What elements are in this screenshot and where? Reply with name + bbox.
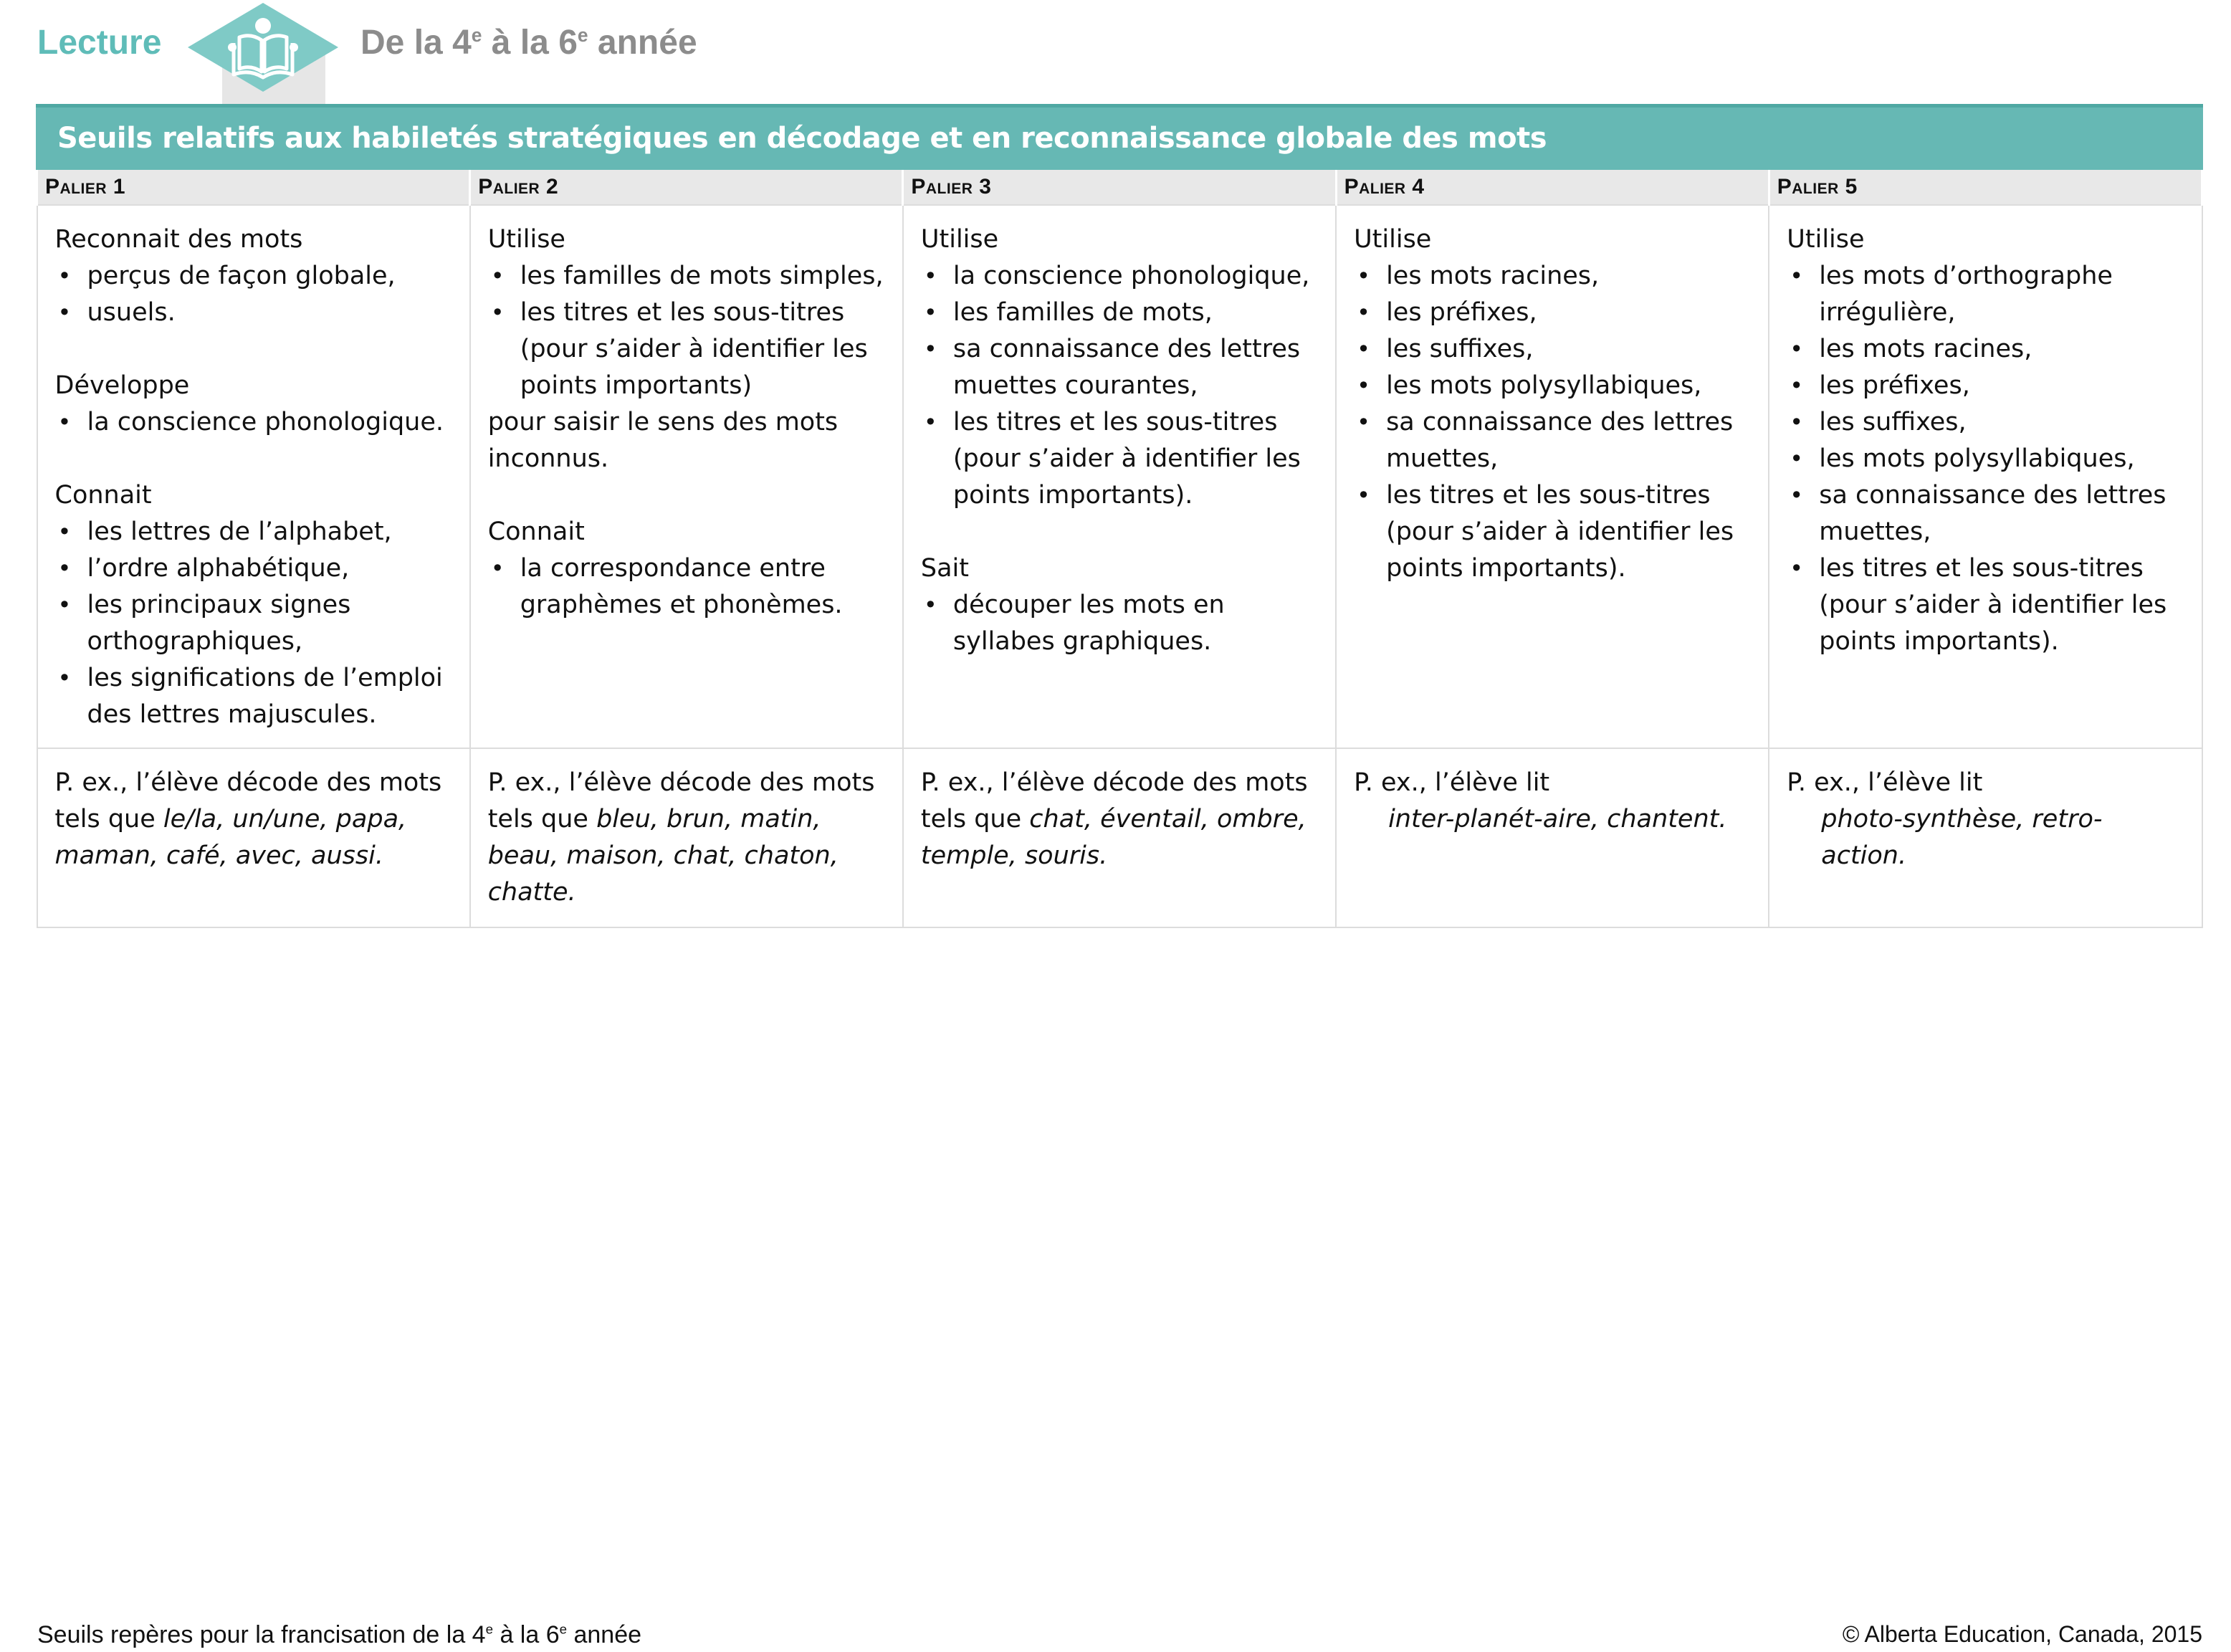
example-words: chat, éventail, ombre, temple, souris. bbox=[920, 805, 1306, 870]
footer-superscript-1: e bbox=[485, 1621, 493, 1637]
example-cell bbox=[1769, 748, 2202, 927]
skill-list-item: • les lettres de l’alphabet, bbox=[55, 514, 455, 550]
skill-list-item: • les familles de mots simples, bbox=[488, 258, 888, 295]
footer-text-prefix: Seuils repères pour la francisation de la 4 bbox=[37, 1621, 486, 1648]
skill-list-item: • les significations de l’emploi des lettres majuscules. bbox=[55, 660, 455, 733]
skill-list-item: • les titres et les sous-titres (pour s’aider à identifier les points importants). bbox=[1354, 477, 1754, 587]
skill-list-item: • la conscience phonologique, bbox=[921, 258, 1321, 295]
skills-cell bbox=[470, 205, 903, 748]
skill-list-item: • les titres et les sous-titres (pour s’aider à identifier les points importants) bbox=[488, 295, 888, 404]
page-header bbox=[0, 0, 2231, 104]
skill-block-label: Utilise bbox=[1354, 225, 1432, 254]
example-lead-text: P. ex., l’élève décode des mots tels que bbox=[487, 768, 875, 834]
examples-row bbox=[37, 748, 2202, 927]
skills-row bbox=[37, 205, 2202, 748]
skill-list-item: • l’ordre alphabétique, bbox=[55, 550, 455, 587]
skill-list-item: • les préfixes, bbox=[1787, 368, 2187, 404]
example-lead-text: P. ex., l’élève lit bbox=[1354, 768, 1550, 797]
footer-document-title bbox=[37, 1621, 641, 1649]
skill-block bbox=[1787, 221, 2187, 660]
skill-list-item: • les mots d’orthographe irrégulière, bbox=[1787, 258, 2187, 331]
skill-block-label: Reconnait des mots bbox=[54, 225, 303, 254]
skill-list-item: • les mots racines, bbox=[1354, 258, 1754, 295]
column-header-palier-5: Palier 5 bbox=[1769, 170, 2202, 205]
skill-block bbox=[1354, 221, 1754, 587]
skill-list-item: • la correspondance entre graphèmes et phonèmes. bbox=[488, 550, 888, 624]
column-header-palier-2: Palier 2 bbox=[470, 170, 903, 205]
skill-list-item: • les principaux signes orthographiques, bbox=[55, 587, 455, 660]
skill-list-item: • les mots racines, bbox=[1787, 331, 2187, 368]
skill-list-item: • les préfixes, bbox=[1354, 295, 1754, 331]
skill-list-item: • les suffixes, bbox=[1354, 331, 1754, 368]
skill-list-item: • perçus de façon globale, bbox=[55, 258, 455, 295]
example-words: le/la, un/une, papa, maman, café, avec, aussi. bbox=[54, 805, 407, 870]
skill-block-label: Utilise bbox=[1787, 225, 1865, 254]
skill-block bbox=[488, 221, 888, 477]
grade-superscript-1: e bbox=[471, 24, 482, 46]
example-lead-text: P. ex., l’élève lit bbox=[1787, 768, 1983, 797]
grade-text-mid: à la 6 bbox=[482, 24, 578, 62]
skill-block bbox=[488, 514, 888, 624]
table-title: Seuils relatifs aux habiletés stratégiques en décodage et en reconnaissance globale des mots bbox=[36, 104, 2203, 170]
example-cell bbox=[1336, 748, 1769, 927]
grade-text-prefix: De la 4 bbox=[360, 24, 472, 62]
footer-copyright: © Alberta Education, Canada, 2015 bbox=[1842, 1621, 2202, 1647]
skill-list bbox=[921, 258, 1321, 514]
grade-superscript-2: e bbox=[577, 24, 588, 46]
skill-list bbox=[55, 514, 455, 733]
skill-block bbox=[55, 477, 455, 733]
skill-list-item: • les mots polysyllabiques, bbox=[1787, 441, 2187, 477]
skill-block bbox=[55, 368, 455, 441]
example-lead-text: P. ex., l’élève décode des mots tels que bbox=[920, 768, 1308, 834]
footer-superscript-2: e bbox=[559, 1621, 568, 1637]
skill-list bbox=[55, 258, 455, 331]
example-words: bleu, brun, matin, beau, maison, chat, chaton, chatte. bbox=[487, 805, 839, 907]
skill-block bbox=[921, 221, 1321, 514]
thresholds-table-container bbox=[36, 104, 2203, 928]
thresholds-table bbox=[36, 170, 2203, 928]
skill-block-label: Connait bbox=[54, 481, 152, 510]
column-header-palier-3: Palier 3 bbox=[903, 170, 1336, 205]
footer-text-mid: à la 6 bbox=[493, 1621, 560, 1648]
open-book-reader-icon bbox=[185, 0, 341, 104]
skill-list-item: • les titres et les sous-titres (pour s’aider à identifier les points importants). bbox=[921, 404, 1321, 514]
skill-list-item: • les titres et les sous-titres (pour s’aider à identifier les points importants). bbox=[1787, 550, 2187, 660]
example-cell bbox=[37, 748, 470, 927]
example-words: inter-planét-aire, chantent. bbox=[1388, 805, 1727, 834]
skill-list bbox=[488, 550, 888, 624]
skill-block-label: Utilise bbox=[920, 225, 999, 254]
subject-label: Lecture bbox=[37, 24, 162, 62]
example-words: photo-synthèse, retro-action. bbox=[1821, 805, 2103, 870]
skill-block-label: Développe bbox=[54, 371, 190, 400]
skills-cell bbox=[1336, 205, 1769, 748]
skills-cell bbox=[37, 205, 470, 748]
skill-list-item: • la conscience phonologique. bbox=[55, 404, 455, 441]
skill-block bbox=[55, 221, 455, 331]
column-header-palier-4: Palier 4 bbox=[1336, 170, 1769, 205]
skill-list-item: • sa connaissance des lettres muettes courantes, bbox=[921, 331, 1321, 404]
skill-list bbox=[921, 587, 1321, 660]
skill-block-label: Sait bbox=[920, 554, 969, 583]
skill-block-note: pour saisir le sens des mots inconnus. bbox=[487, 408, 839, 473]
skill-list-item: • découper les mots en syllabes graphiques. bbox=[921, 587, 1321, 660]
skill-list bbox=[55, 404, 455, 441]
example-cell bbox=[470, 748, 903, 927]
skill-list-item: • sa connaissance des lettres muettes, bbox=[1354, 404, 1754, 477]
skill-list-item: • usuels. bbox=[55, 295, 455, 331]
skill-list bbox=[1787, 258, 2187, 660]
footer-text-suffix: année bbox=[567, 1621, 642, 1648]
skill-block-label: Utilise bbox=[487, 225, 565, 254]
grade-range bbox=[360, 23, 697, 62]
skill-block bbox=[921, 550, 1321, 660]
grade-text-suffix: année bbox=[588, 24, 697, 62]
table-header-row bbox=[37, 170, 2202, 205]
example-cell bbox=[903, 748, 1336, 927]
skill-block-label: Connait bbox=[487, 517, 585, 546]
example-lead-text: P. ex., l’élève décode des mots tels que bbox=[54, 768, 442, 834]
skill-list-item: • les suffixes, bbox=[1787, 404, 2187, 441]
skill-list-item: • sa connaissance des lettres muettes, bbox=[1787, 477, 2187, 550]
skill-list-item: • les mots polysyllabiques, bbox=[1354, 368, 1754, 404]
skill-list bbox=[488, 258, 888, 404]
subject-emblem bbox=[185, 0, 341, 104]
skills-cell bbox=[903, 205, 1336, 748]
column-header-palier-1: Palier 1 bbox=[37, 170, 470, 205]
skills-cell bbox=[1769, 205, 2202, 748]
skill-list-item: • les familles de mots, bbox=[921, 295, 1321, 331]
skill-list bbox=[1354, 258, 1754, 587]
